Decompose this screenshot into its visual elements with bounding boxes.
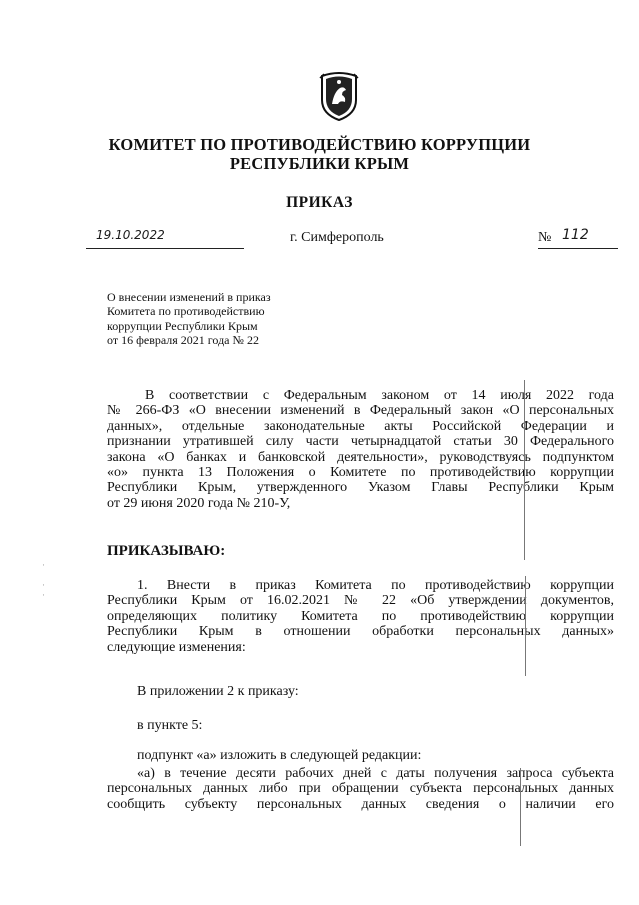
annex-line: В приложении 2 к приказу: xyxy=(137,684,299,699)
subject-line: О внесении изменений в приказ xyxy=(107,290,271,304)
document-subject xyxy=(107,290,307,348)
subclause-text-line: «а) в течение десяти рабочих дней с даты получения запроса субъекта xyxy=(137,766,614,781)
item-1-line: Республики Крым от 16.02.2021 № 22 «Об утверждении документов, xyxy=(107,593,614,609)
city-label: г. Симферополь xyxy=(290,230,384,245)
item-1-line: определяющих политику Комитета по противодействию коррупции xyxy=(107,608,614,624)
item-1-line: следующие изменения: xyxy=(107,639,246,655)
document-date xyxy=(86,230,244,249)
subclause-text-line: персональных данных либо при обращении субъекта персональных данных xyxy=(107,781,614,797)
subject-line: от 16 февраля 2021 года № 22 xyxy=(107,333,259,348)
clause-line: в пункте 5: xyxy=(137,718,203,733)
document-number xyxy=(538,227,618,249)
order-heading: ПРИКАЗЫВАЮ: xyxy=(107,543,226,559)
subject-line: коррупции Республики Крым xyxy=(107,318,258,333)
preamble-line: В соответствии с Федеральным законом от 14 июля 2022 года xyxy=(145,388,614,403)
item-1-line: 1. Внести в приказ Комитета по противодействию коррупции xyxy=(137,578,614,593)
subclause-line: подпункт «а» изложить в следующей редакции: xyxy=(137,748,422,763)
preamble-line: признании утратившей силу части четырнадцатой статьи 30 Федерального xyxy=(107,434,614,450)
scan-artifact: · · · xyxy=(42,560,45,600)
scan-fold-line xyxy=(524,380,525,560)
preamble-line: «о» пункта 13 Положения о Комитете по противодействию коррупции xyxy=(107,465,614,481)
organization-name: КОМИТЕТ ПО ПРОТИВОДЕЙСТВИЮ КОРРУПЦИИ xyxy=(108,135,531,154)
coat-of-arms-icon xyxy=(318,70,360,122)
scan-fold-line xyxy=(520,768,521,846)
preamble-line: закона «О банках и банковской деятельности», руководствуясь подпунктом xyxy=(107,449,614,465)
preamble-line: № 266-ФЗ «О внесении изменений в Федеральный закон «О персональных xyxy=(107,403,614,419)
handwritten-date: 19.10.2022 xyxy=(96,228,165,242)
organization-region: РЕСПУБЛИКИ КРЫМ xyxy=(229,154,410,173)
subclause-text-line: сообщить субъекту персональных данных сведения о наличии его xyxy=(107,796,614,812)
scan-fold-line xyxy=(525,576,526,676)
item-1-line: Республики Крым в отношении обработки персональных данных» xyxy=(107,624,614,640)
subject-line: Комитета по противодействию xyxy=(107,304,265,319)
preamble-line: от 29 июня 2020 года № 210-У, xyxy=(107,495,291,511)
item-1-paragraph xyxy=(107,578,614,655)
number-sign: № xyxy=(538,230,552,245)
document-type: ПРИКАЗ xyxy=(286,194,353,211)
handwritten-number: 112 xyxy=(562,227,589,243)
preamble-line: данных», отдельные законодательные акты Российской Федерации и xyxy=(107,418,614,434)
preamble-line: Республики Крым, утвержденного Указом Главы Республики Крым xyxy=(107,480,614,496)
preamble-paragraph xyxy=(107,388,614,511)
subclause-text xyxy=(107,766,614,812)
